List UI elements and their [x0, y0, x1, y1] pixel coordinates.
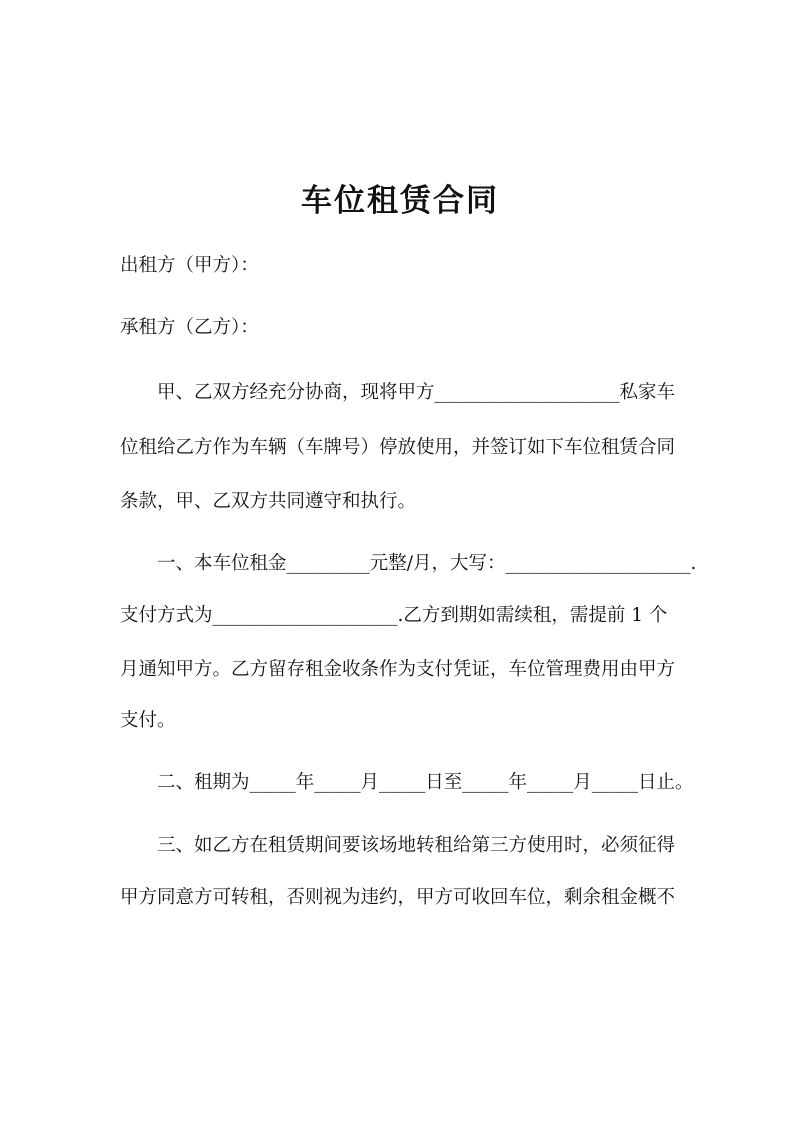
- paragraph-intro-line-3: 条款，甲、乙双方共同遵守和执行。: [120, 491, 417, 512]
- clause-3-line-1: 三、如乙方在租赁期间要该场地转租给第三方使用时，必须征得: [120, 835, 676, 856]
- clause-1-line-1: 一、本车位租金_________元整/月，大写：____________________.: [120, 553, 697, 574]
- paragraph-intro-line-1: 甲、乙双方经充分协商，现将甲方____________________私家车: [120, 382, 676, 403]
- paragraph-intro-line-2: 位租给乙方作为车辆（车牌号）停放使用，并签订如下车位租赁合同: [120, 437, 676, 458]
- document-title: 车位租赁合同: [301, 183, 499, 219]
- lessee-line: 承租方（乙方）：: [120, 317, 259, 338]
- clause-1-line-2: 支付方式为____________________.乙方到期如需续租，需提前 1 个: [120, 605, 668, 626]
- clause-2-line-1: 二、租期为_____年_____月_____日至_____年_____月_____日止。: [120, 772, 694, 793]
- clause-3-line-2: 甲方同意方可转租，否则视为违约，甲方可收回车位，剩余租金概不: [120, 887, 676, 908]
- lessor-line: 出租方（甲方）：: [120, 255, 259, 276]
- clause-1-line-3: 月通知甲方。乙方留存租金收条作为支付凭证，车位管理费用由甲方: [120, 659, 676, 680]
- clause-1-line-4: 支付。: [120, 710, 176, 731]
